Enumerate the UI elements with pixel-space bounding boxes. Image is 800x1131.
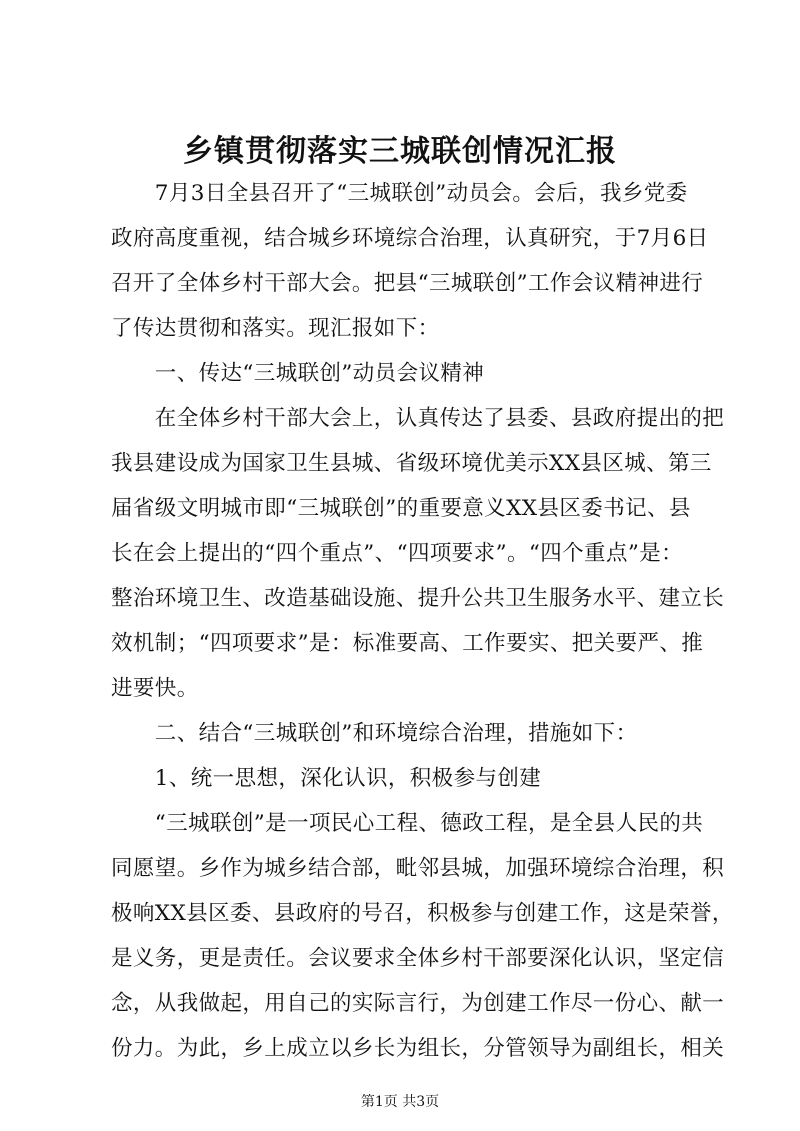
document-title: 乡镇贯彻落实三城联创情况汇报 — [183, 134, 617, 169]
paragraph-line: 是义务，更是责任。会议要求全体乡村干部要深化认识，坚定信 — [111, 946, 725, 971]
paragraph-line: 效机制；“四项要求”是：标准要高、工作要实、把关要严、推 — [111, 631, 704, 656]
paragraph-line: 7月3日全县召开了“三城联创”动员会。会后，我乡党委 — [111, 181, 688, 206]
paragraph-line: “三城联创”是一项民心工程、德政工程，是全县人民的共 — [111, 811, 704, 836]
paragraph-line: 进要快。 — [111, 676, 199, 701]
paragraph-line: 份力。为此，乡上成立以乡长为组长，分管领导为副组长，相关 — [111, 1036, 725, 1061]
paragraph-line: 念，从我做起，用自己的实际言行，为创建工作尽一份心、献一 — [111, 991, 725, 1016]
paragraph-line: 极响XX县区委、县政府的号召，积极参与创建工作，这是荣誉， — [111, 901, 734, 926]
paragraph-line: 届省级文明城市即“三城联创”的重要意义XX县区委书记、县 — [111, 496, 691, 521]
section-heading: 一、传达“三城联创”动员会议精神 — [111, 361, 485, 386]
section-heading: 二、结合“三城联创”和环境综合治理，措施如下： — [111, 721, 638, 746]
paragraph-line: 了传达贯彻和落实。现汇报如下： — [111, 316, 440, 341]
paragraph-line: 召开了全体乡村干部大会。把县“三城联创”工作会议精神进行 — [111, 271, 704, 296]
page-footer: 第1页 共3页 — [360, 1094, 440, 1110]
paragraph-line: 我县建设成为国家卫生县城、省级环境优美示XX县区城、第三 — [111, 451, 712, 476]
paragraph-line: 在全体乡村干部大会上，认真传达了县委、县政府提出的把 — [111, 406, 725, 431]
subsection-heading: 1、统一思想，深化认识，积极参与创建 — [111, 766, 542, 791]
paragraph-line: 整治环境卫生、改造基础设施、提升公共卫生服务水平、建立长 — [111, 586, 725, 611]
paragraph-line: 长在会上提出的“四个重点”、“四项要求”。“四个重点”是： — [111, 541, 684, 566]
paragraph-line: 同愿望。乡作为城乡结合部，毗邻县城，加强环境综合治理，积 — [111, 856, 725, 881]
paragraph-line: 政府高度重视，结合城乡环境综合治理，认真研究，于7月6日 — [111, 226, 709, 251]
